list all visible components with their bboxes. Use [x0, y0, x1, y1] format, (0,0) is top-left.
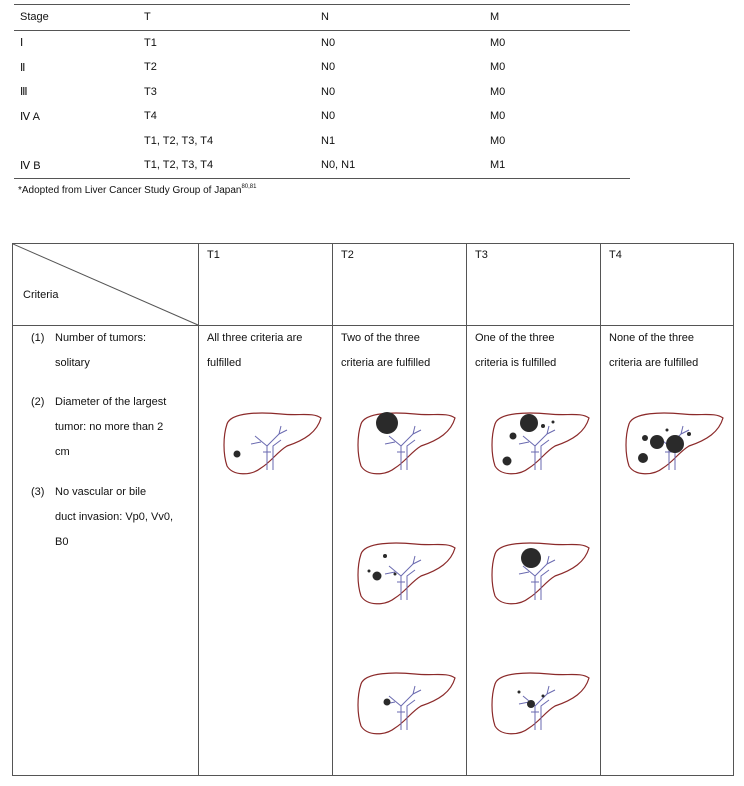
tumor-mark	[234, 451, 241, 458]
tumor-mark	[666, 435, 684, 453]
table-footnote	[18, 184, 256, 196]
liver-diagram-t4	[623, 406, 727, 478]
table-row	[14, 104, 630, 129]
criteria-header: Criteria	[23, 289, 59, 301]
n-cell: N0, N1	[321, 159, 356, 172]
criterion-line: tumor: no more than 2	[55, 421, 164, 433]
n-cell: N0	[321, 61, 336, 74]
tumor-mark	[384, 699, 391, 706]
criterion-line: No vascular or bile	[55, 486, 147, 498]
col-header-t1: T1	[207, 249, 220, 261]
liver-diagram-t2-multiple	[355, 536, 459, 608]
criterion-line: solitary	[55, 357, 90, 369]
t3-description	[475, 326, 600, 376]
column-divider	[600, 244, 601, 775]
criterion-number: (1)	[31, 332, 45, 344]
n-cell: N0	[321, 110, 336, 123]
tumor-mark	[520, 414, 538, 432]
stage-cell: Ⅲ	[20, 86, 28, 99]
description-line: criteria are fulfilled	[609, 357, 699, 369]
tumor-mark	[376, 412, 398, 434]
tumor-mark	[638, 453, 648, 463]
description-line: criteria are fulfilled	[341, 357, 431, 369]
stage-cell: Ⅳ B	[20, 159, 41, 172]
stage-cell: Ⅳ A	[20, 110, 40, 123]
criterion-text	[55, 480, 205, 555]
tumor-mark	[650, 435, 664, 449]
description-line: fulfilled	[207, 357, 242, 369]
tumor-mark	[642, 435, 648, 441]
t-cell: T1, T2, T3, T4	[144, 134, 214, 147]
criterion-line: duct invasion: Vp0, Vv0,	[55, 511, 174, 523]
vessel-lines	[519, 686, 555, 730]
stage-cell	[14, 129, 138, 154]
criterion-number: (2)	[31, 396, 45, 408]
description-line: One of the three	[475, 332, 555, 344]
description-line: All three criteria are	[207, 332, 303, 344]
tumor-mark	[552, 421, 555, 424]
footnote-text: *Adopted from Liver Cancer Study Group of Japan	[18, 185, 242, 196]
tumor-mark	[510, 433, 517, 440]
m-cell: M1	[490, 159, 506, 172]
tumor-mark	[666, 429, 669, 432]
vessel-lines	[385, 686, 421, 730]
t-cell: T1	[144, 36, 157, 49]
t-cell: T4	[144, 110, 157, 123]
liver-diagram-t3-multiple-invasion	[489, 666, 593, 738]
liver-diagram-t3-large-multiple	[489, 406, 593, 478]
description-line: None of the three	[609, 332, 695, 344]
t1-description	[207, 326, 332, 376]
m-cell: M0	[490, 85, 506, 98]
table-row	[14, 55, 630, 80]
header-n: N	[321, 11, 329, 24]
t-criteria-table	[12, 243, 734, 776]
table-row	[14, 129, 630, 154]
criterion-line: Number of tumors:	[55, 332, 147, 344]
criterion-line: B0	[55, 536, 69, 548]
vessel-lines	[251, 426, 287, 470]
tumor-mark	[373, 572, 382, 581]
m-cell: M0	[490, 36, 506, 49]
tumor-mark	[394, 573, 397, 576]
tumor-mark	[518, 691, 521, 694]
n-cell: N0	[321, 85, 336, 98]
table-row	[14, 153, 630, 178]
t-cell: T3	[144, 85, 157, 98]
table-row	[14, 30, 630, 55]
criterion-text	[55, 390, 205, 465]
tumor-mark	[521, 548, 541, 568]
col-header-t3: T3	[475, 249, 488, 261]
criterion-number: (3)	[31, 486, 45, 498]
staging-table	[14, 4, 630, 179]
header-t: T	[144, 11, 151, 24]
m-cell: M0	[490, 61, 506, 74]
t-cell: T2	[144, 61, 157, 74]
tumor-mark	[542, 695, 545, 698]
m-cell: M0	[490, 134, 506, 147]
t2-description	[341, 326, 466, 376]
header-diagonal	[13, 244, 199, 326]
tumor-mark	[541, 424, 545, 428]
description-line: Two of the three	[341, 332, 420, 344]
t-cell: T1, T2, T3, T4	[144, 159, 214, 172]
t4-description	[609, 326, 734, 376]
tumor-mark	[503, 457, 512, 466]
vessel-lines	[519, 426, 555, 470]
col-header-t4: T4	[609, 249, 622, 261]
description-line: criteria is fulfilled	[475, 357, 557, 369]
n-cell: N1	[321, 134, 336, 147]
tumor-mark	[687, 432, 691, 436]
stage-cell: Ⅱ	[20, 61, 26, 74]
staging-header-row	[14, 5, 630, 31]
tumor-mark	[383, 554, 387, 558]
criterion-line: cm	[55, 446, 70, 458]
header-m: M	[490, 11, 500, 24]
liver-diagram-t1	[221, 406, 325, 478]
vessel-lines	[385, 556, 421, 600]
liver-diagram-t2-large	[355, 406, 459, 478]
footnote-refs: 80,81	[241, 184, 257, 190]
tumor-mark	[368, 570, 371, 573]
column-divider	[332, 244, 333, 775]
tumor-mark	[527, 700, 535, 708]
criterion-text	[55, 326, 205, 376]
criterion-line: Diameter of the largest	[55, 396, 167, 408]
m-cell: M0	[490, 110, 506, 123]
n-cell: N0	[321, 36, 336, 49]
column-divider	[466, 244, 467, 775]
col-header-t2: T2	[341, 249, 354, 261]
liver-diagram-t2-invasion	[355, 666, 459, 738]
table-row	[14, 80, 630, 105]
stage-cell: Ⅰ	[20, 37, 24, 50]
liver-diagram-t3-large-invasion	[489, 536, 593, 608]
header-stage: Stage	[20, 11, 49, 24]
